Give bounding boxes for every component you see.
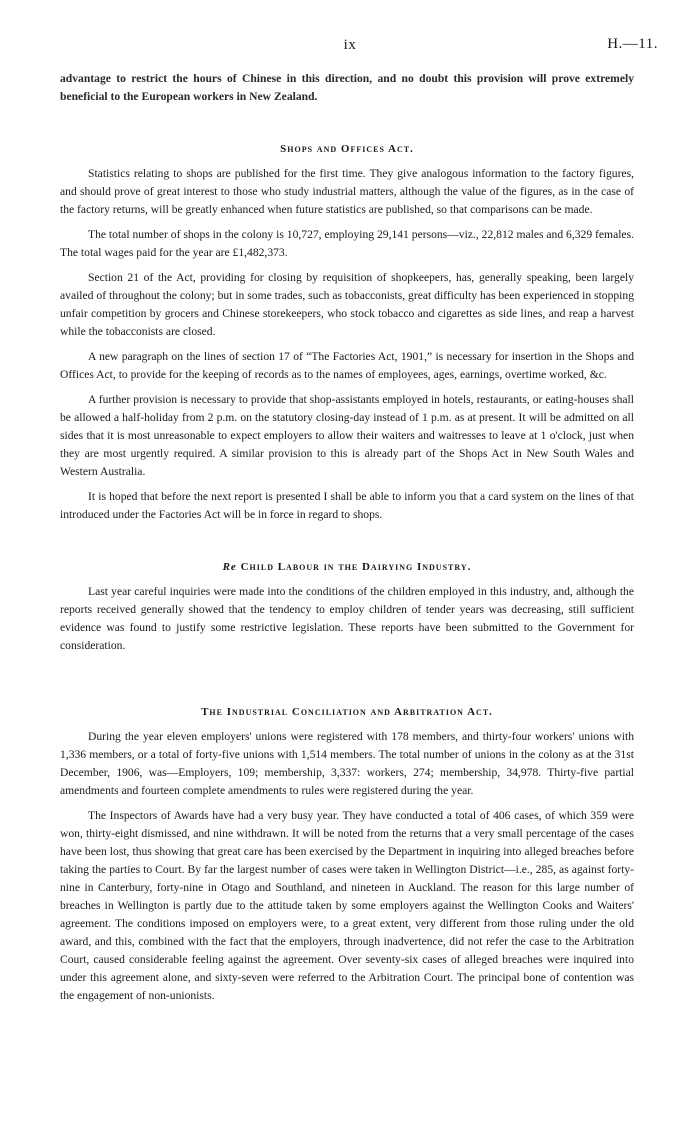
- child-labour-paragraph-1: Last year careful inquiries were made into the conditions of the children employed in this industry, and, although the reports received generally showed that the tendency to employ children of tender years was decreasing, still sufficient evidence was found to justify some restrictive legislation. These reports have been submitted to the Government for consideration.: [60, 585, 634, 652]
- arbitration-paragraph-2: The Inspectors of Awards have had a very busy year. They have conducted a total of 406 cases, of which 359 were won, thirty-eight dismissed, and nine withdrawn. It will be noted from the returns that a very small percentage of the cases have been lost, thus showing that great care has been exercised by the Department in inquiring into alleged breaches before taking the parties to Court. By far the largest number of cases were taken in Wellington District—i.e., 285, as against forty-nine in Canterbury, forty-nine in Otago and Southland, and nineteen in Auckland. The reason for this large number of breaches in Wellington is partly due to the attitude taken by some employers against the Wellington Cooks and Waiters' agreement. The conditions imposed on employers were, to a great extent, very different from those ruling under the old award, and this, combined with the fact that the employers, through inadvertence, did not refer the case to the Arbitration Court, caused considerable feeling against the agreement. Over seventy-six cases of alleged breaches were inquired into under this agreement alone, and sixty-seven were referred to the Arbitration Court. The principal bone of contention was the engagement of non-unionists.: [60, 809, 634, 1002]
- intro-paragraph: advantage to restrict the hours of Chinese in this direction, and no doubt this provision will prove extremely beneficial to the European workers in New Zealand.: [60, 72, 634, 103]
- document-reference: H.—11.: [607, 36, 658, 52]
- arbitration-paragraph-1: During the year eleven employers' unions were registered with 178 members, and thirty-four workers' unions with 1,336 members, or a total of forty-five unions with 1,514 members. The total number of unions in the colony as at the 31st December, 1906, was—Employers, 109; membership, 3,337: workers, 274; membership, 34,978. Thirty-five partial amendments and fourteen complete amendments to rules were registered during the year.: [60, 730, 634, 797]
- child-labour-heading-prefix: Re: [222, 561, 237, 573]
- page-number: ix: [343, 37, 357, 53]
- text-column: [60, 70, 634, 1005]
- shops-paragraph-6: It is hoped that before the next report is presented I shall be able to inform you that a card system on the lines of that introduced under the Factories Act will be in force in regard to shops.: [60, 490, 634, 521]
- child-labour-section-heading: [60, 558, 634, 576]
- shops-paragraph-4: A new paragraph on the lines of section 17 of “The Factories Act, 1901,” is necessary for insertion in the Shops and Offices Act, to provide for the keeping of records as to the names of employees, ages, earnings, overtime worked, &c.: [60, 350, 634, 381]
- shops-paragraph-1: Statistics relating to shops are published for the first time. They give analogous information to the factory figures, and should prove of great interest to those who study industrial matters, although the value of the figures, as in the case of the factory returns, will be greatly enhanced when future statistics are published, so that comparisons can be made.: [60, 167, 634, 216]
- child-labour-heading-text: Child Labour in the Dairying Industry.: [240, 561, 472, 573]
- shops-paragraph-3: Section 21 of the Act, providing for closing by requisition of shopkeepers, has, generally speaking, been largely availed of throughout the colony; but in some trades, such as tobacconists, great difficulty has been experienced in stopping unfair competition by grocers and Chinese storekeepers, who stock tobacco and cigarettes as side lines, and reap a harvest while the tobacconists are closed.: [60, 271, 634, 338]
- shops-paragraph-2: The total number of shops in the colony is 10,727, employing 29,141 persons—viz., 22,812 males and 6,329 females. The total wages paid for the year are £1,482,373.: [60, 228, 634, 259]
- shops-section-heading: Shops and Offices Act.: [280, 143, 414, 155]
- arbitration-section-heading: The Industrial Conciliation and Arbitration Act.: [201, 706, 493, 718]
- shops-paragraph-5: A further provision is necessary to provide that shop-assistants employed in hotels, restaurants, or eating-houses shall be allowed a half-holiday from 2 p.m. on the statutory closing-day instead of 1 p.m. as at present. It will be admitted on all sides that it is most unreasonable to expect employers to allow their waiters and waitresses to leave at 1 o'clock, just when they are most urgently required. A similar provision to this is already part of the Shops Act in New South Wales and Western Australia.: [60, 393, 634, 478]
